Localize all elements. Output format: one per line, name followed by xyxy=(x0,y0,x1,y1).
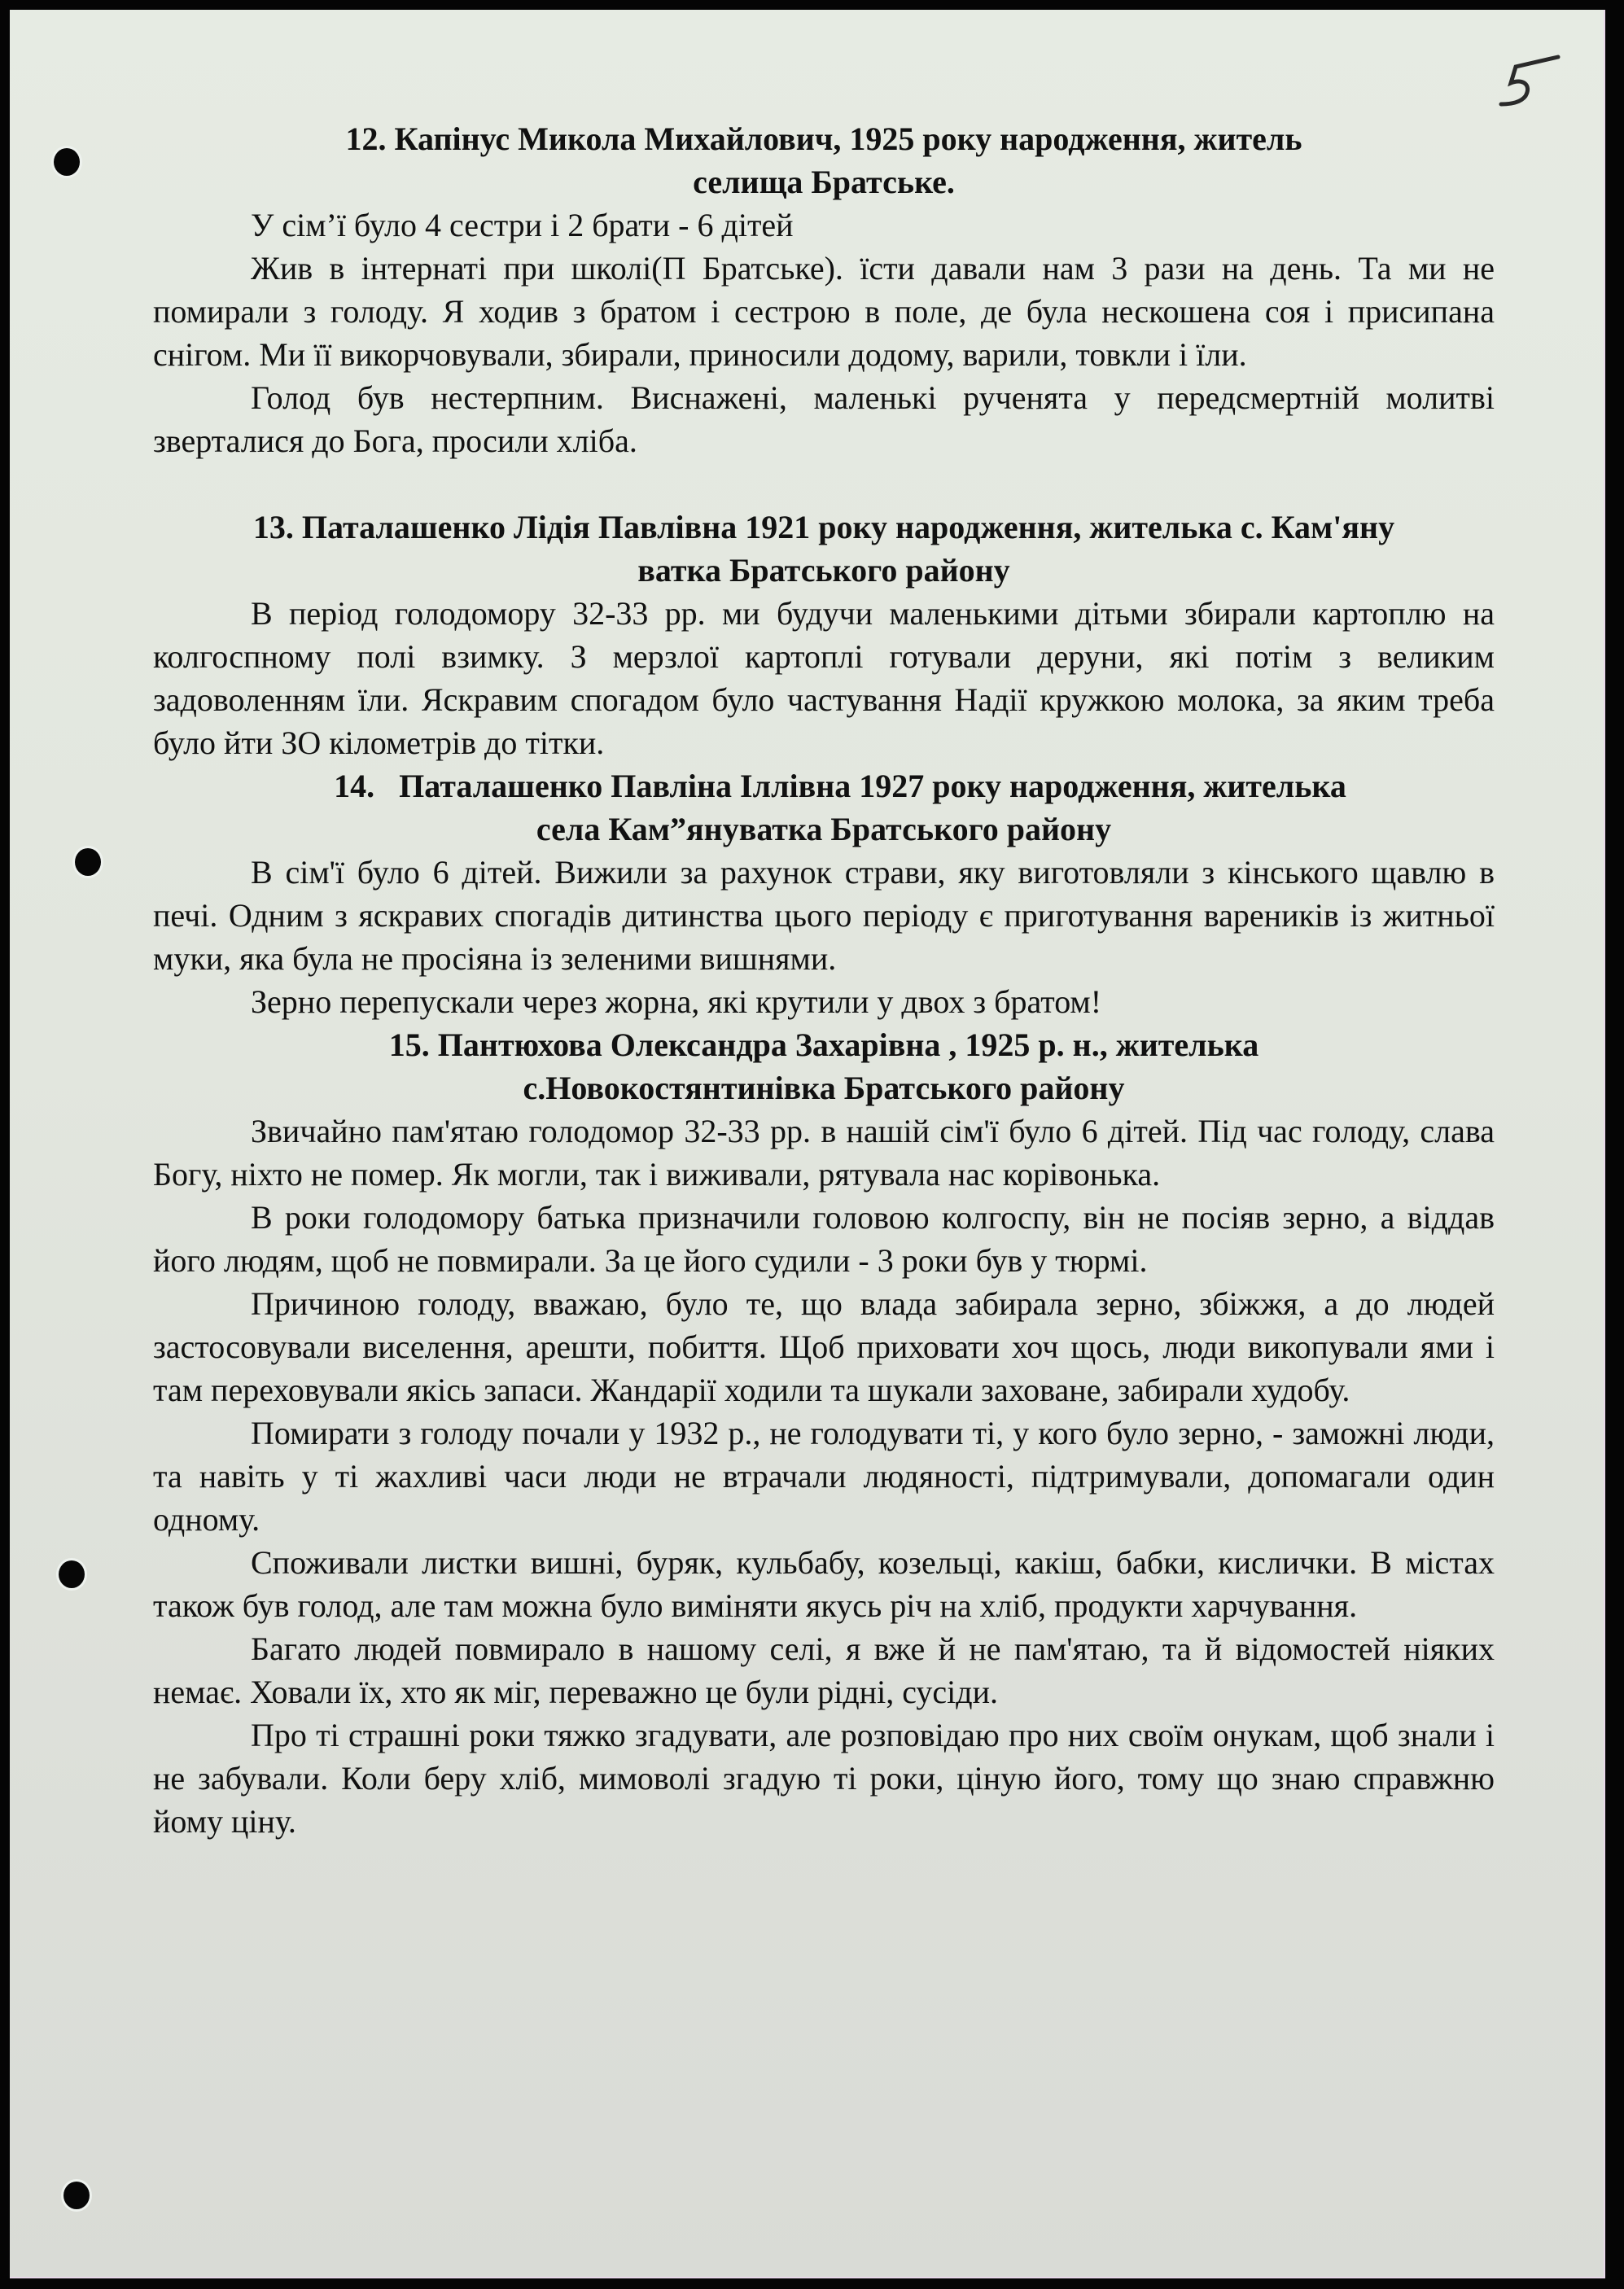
paragraph: Причиною голоду, вважаю, було те, що влада забирала зерно, збіжжя, а до людей застосовували виселення, арешти, побиття. Щоб приховати хоч щось, люди викопували ями і там переховували якісь запаси. Жандарії ходили та шукали заховане, забирали худобу. xyxy=(153,1285,1495,1408)
punch-hole xyxy=(59,1560,85,1588)
paragraph: Про ті страшні роки тяжко згадувати, але розповідаю про них своїм онукам, щоб знали і не забували. Коли беру хліб, мимоволі згадую ті роки, ціную його, тому що знаю справжню йому ціну. xyxy=(153,1717,1495,1840)
heading-line: 15. Пантюхова Олександра Захарівна , 1925 р. н., жителька xyxy=(388,1026,1259,1063)
testimony-14 xyxy=(153,764,1495,1023)
paragraph: У сім’ї було 4 сестри і 2 брати - 6 дітей xyxy=(251,207,794,243)
heading-line: 14. Паталашенко Павліна Іллівна 1927 року народження, жителька xyxy=(334,768,1346,804)
heading-line: с.Новокостянтинівка Братського району xyxy=(523,1070,1125,1106)
heading-line: 13. Паталашенко Лідія Павлівна 1921 року народження, жителька с. Кам'яну xyxy=(252,509,1395,545)
paragraph: Зерно перепускали через жорна, які крутили у двох з братом! xyxy=(251,983,1102,1020)
document-body xyxy=(153,117,1495,1843)
testimony-15 xyxy=(153,1023,1495,1843)
paragraph: В період голодомору 32-33 рр. ми будучи маленькими дітьми збирали картоплю на колгоспному полі взимку. З мерзлої картоплі готували деруни, які потім з великим задоволенням їли. Яскравим спогадом було частування Надії кружкою молока, за яким треба було йти ЗО кілометрів до тітки. xyxy=(153,595,1495,761)
testimony-heading xyxy=(153,1023,1495,1109)
paragraph: В сім'ї було 6 дітей. Вижили за рахунок страви, яку виготовляли з кінського щавлю в печі. Одним з яскравих спогадів дитинства цього періоду є приготування вареників із житньої муки, яка була не просіяна із зеленими вишнями. xyxy=(153,854,1495,977)
testimony-heading-cont xyxy=(153,807,1495,851)
heading-line: ватка Братського району xyxy=(637,552,1010,589)
paragraph: Помирати з голоду почали у 1932 р., не голодувати ті, у кого було зерно, - заможні люди, та навіть у ті жахливі часи люди не втрачали людяності, підтримували, допомагали один одному. xyxy=(153,1415,1495,1538)
paragraph: В роки голодомору батька призначили головою колгоспу, він не посіяв зерно, а віддав його людям, щоб не повмирали. За це його судили - 3 роки був у тюрмі. xyxy=(153,1199,1495,1279)
testimony-13 xyxy=(153,506,1495,764)
testimony-heading xyxy=(153,506,1495,592)
testimony-12 xyxy=(153,117,1495,462)
paragraph: Звичайно пам'ятаю голодомор 32-33 рр. в нашій сім'ї було 6 дітей. Під час голоду, слава Богу, ніхто не помер. Як могли, так і виживали, рятувала нас корівонька. xyxy=(153,1113,1495,1193)
paragraph: Багато людей повмирало в нашому селі, я вже й не пам'ятаю, та й відомостей ніяких немає. Ховали їх, хто як міг, переважно це були рідні, сусіди. xyxy=(153,1630,1495,1710)
testimony-heading xyxy=(153,764,1495,807)
paragraph: Голод був нестерпним. Виснажені, маленькі рученята у передсмертній молитві зверталися до Бога, просили хліба. xyxy=(153,379,1495,459)
paragraph: Жив в інтернаті при школі(П Братське). їсти давали нам 3 рази на день. Та ми не помирали з голоду. Я ходив з братом і сестрою в поле, де була нескошена соя і присипана снігом. Ми її викорчовували, збирали, приносили додому, варили, товкли і їли. xyxy=(153,250,1495,373)
heading-line: 12. Капінус Микола Михайлович, 1925 року народження, житель xyxy=(345,120,1302,157)
punch-hole xyxy=(63,2182,90,2209)
punch-hole xyxy=(75,848,101,876)
heading-line: села Кам”януватка Братського району xyxy=(536,811,1112,847)
heading-line: селища Братське. xyxy=(693,164,955,200)
spacer xyxy=(153,462,1495,506)
handwritten-page-number xyxy=(1493,42,1566,116)
paragraph: Споживали листки вишні, буряк, кульбабу, козельці, какіш, бабки, кислички. В містах також був голод, але там можна було виміняти якусь річ на хліб, продукти харчування. xyxy=(153,1544,1495,1624)
punch-hole xyxy=(54,148,80,176)
testimony-heading xyxy=(153,117,1495,204)
